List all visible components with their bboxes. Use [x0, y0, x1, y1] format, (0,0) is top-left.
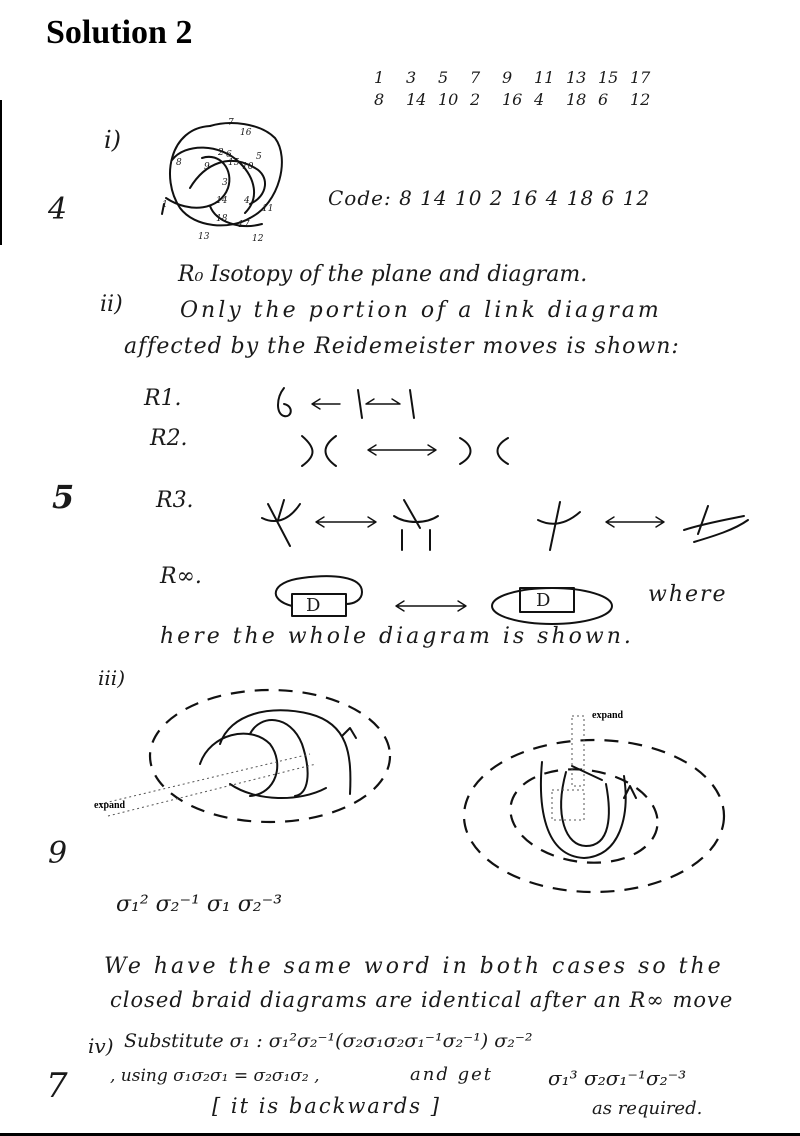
code-odd-cell: 17 — [630, 68, 651, 87]
knot-crossing-label: 7 — [228, 118, 234, 128]
ii-line2: affected by the Reidemeister moves is shown: — [124, 334, 680, 359]
code-even-cell: 6 — [598, 90, 609, 109]
code-even-cell: 2 — [470, 90, 481, 109]
r1-sketch — [270, 384, 450, 424]
margin-mark-7: 7 — [46, 1066, 68, 1106]
where-line2: here the whole diagram is shown. — [160, 624, 634, 649]
braid-diagram-right — [454, 706, 724, 896]
code-even-cell: 16 — [502, 90, 523, 109]
code-odd-cell: 15 — [598, 68, 619, 87]
code-even-cell: 4 — [534, 90, 545, 109]
knot-crossing-label: 1 — [162, 200, 168, 210]
part-label-ii: ii) — [100, 292, 123, 317]
iv-line2-b: and get — [410, 1064, 493, 1085]
part-label-iii: iii) — [98, 666, 125, 690]
iv-line1: Substitute σ₁ : σ₁²σ₂⁻¹(σ₂σ₁σ₂σ₁⁻¹σ₂⁻¹) σ₂⁻² — [124, 1030, 533, 1052]
code-even-cell: 18 — [566, 90, 587, 109]
margin-mark-9: 9 — [48, 836, 68, 871]
code-odd-cell: 7 — [470, 68, 481, 87]
knot-crossing-label: 18 — [216, 214, 228, 224]
move-rinf-label: R∞. — [160, 564, 202, 589]
part-label-iv: iv) — [88, 1034, 114, 1058]
d-box-label-right: D — [536, 590, 551, 611]
iv-result: σ₁³ σ₂σ₁⁻¹σ₂⁻³ — [548, 1066, 687, 1090]
code-odd-cell: 3 — [406, 68, 417, 87]
knot-crossing-label: 13 — [198, 232, 210, 242]
knot-crossing-label: 6 — [226, 150, 232, 160]
r3-sketch — [254, 490, 774, 560]
knot-crossing-label: 4 — [244, 196, 250, 206]
expand-label-right: expand — [592, 710, 624, 721]
ii-line1: Only the portion of a link diagram — [180, 298, 662, 323]
code-odd-cell: 11 — [534, 68, 555, 87]
dowker-code: Code: 8 14 10 2 16 4 18 6 12 — [328, 186, 651, 210]
code-odd-cell: 1 — [374, 68, 385, 87]
knot-crossing-label: 10 — [242, 162, 254, 172]
knot-crossing-label: 17 — [238, 220, 250, 230]
d-box-label-left: D — [306, 595, 321, 616]
same-word-line2: closed braid diagrams are identical after an R∞ move — [110, 988, 734, 1012]
knot-crossing-label: 15 — [228, 158, 240, 168]
move-r3-label: R3. — [156, 488, 194, 513]
knot-crossing-label: 16 — [240, 128, 252, 138]
braid-word: σ₁² σ₂⁻¹ σ₁ σ₂⁻³ — [116, 892, 283, 917]
margin-mark-4: 4 — [48, 192, 68, 227]
expand-label-left: expand — [94, 800, 126, 811]
code-odd-cell: 13 — [566, 68, 587, 87]
knot-crossing-label: 11 — [262, 204, 274, 214]
code-even-cell: 14 — [406, 90, 427, 109]
move-r2-label: R2. — [150, 426, 188, 451]
knot-crossing-label: 8 — [176, 158, 182, 168]
code-even-cell: 8 — [374, 90, 385, 109]
code-even-cell: 12 — [630, 90, 651, 109]
iv-line2-a: , using σ₁σ₂σ₁ = σ₂σ₁σ₂ , — [110, 1066, 320, 1086]
part-label-i: i) — [104, 126, 122, 154]
iv-line3-b: as required. — [592, 1098, 703, 1119]
code-odd-cell: 9 — [502, 68, 513, 87]
code-odd-cell: 5 — [438, 68, 449, 87]
knot-crossing-label: 5 — [256, 152, 262, 162]
margin-mark-5: 5 — [52, 478, 75, 516]
knot-crossing-label: 14 — [216, 196, 228, 206]
move-r1-label: R1. — [144, 386, 182, 411]
page-title: Solution 2 — [46, 14, 193, 51]
knot-crossing-label: 9 — [204, 162, 210, 172]
code-even-cell: 10 — [438, 90, 459, 109]
knot-crossing-label: 3 — [222, 178, 228, 188]
knot-crossing-label: 12 — [252, 234, 264, 244]
where-text: where — [648, 582, 728, 607]
iv-line3-a: [ it is backwards ] — [212, 1094, 441, 1118]
braid-diagram-left — [80, 684, 400, 834]
r0-line: R₀ Isotopy of the plane and diagram. — [178, 262, 588, 287]
same-word-line1: We have the same word in both cases so the — [104, 954, 724, 979]
r2-sketch — [296, 428, 526, 472]
knot-crossing-label: 2 — [218, 148, 224, 158]
margin-rule — [0, 100, 2, 245]
